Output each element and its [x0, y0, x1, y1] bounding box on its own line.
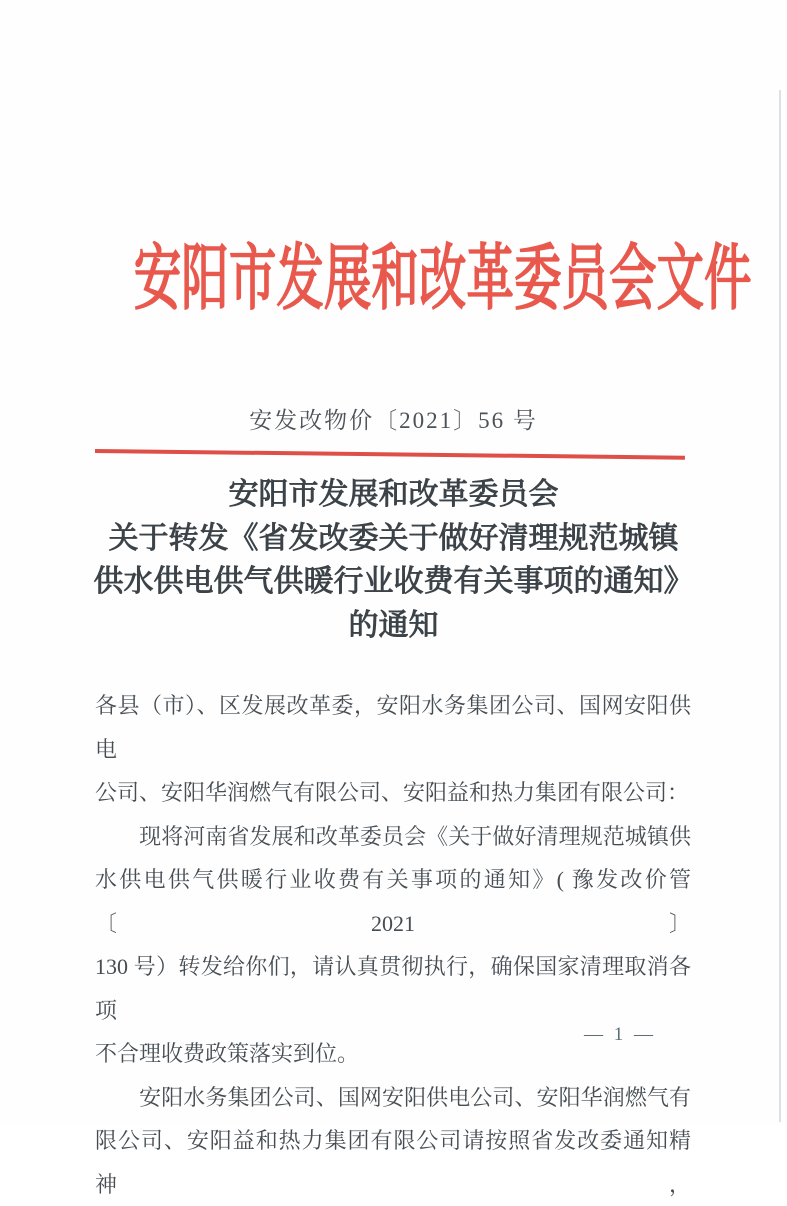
body-line-addressees-1: 各县（市）、区发展改革委，安阳水务集团公司、国网安阳供电: [95, 693, 691, 762]
body-line-para1-4: 不合理收费政策落实到位。: [95, 1041, 360, 1066]
notice-title-line-4: 的通知: [348, 608, 439, 642]
agency-banner-title: 安阳市发展和改革委员会文件: [133, 239, 752, 319]
body-line-para2-1: 安阳水务集团公司、国网安阳供电公司、安阳华润燃气有: [95, 1084, 691, 1110]
body-line-para2-2: 限公司、安阳益和热力集团有限公司请按照省发改委通知精神，: [95, 1128, 691, 1197]
notice-title-line-2: 关于转发《省发改委关于做好清理规范城镇: [108, 521, 679, 555]
document-number: 安发改物价〔2021〕56 号: [249, 408, 538, 433]
notice-title-line-3: 供水供电供气供暖行业收费有关事项的通知》: [93, 565, 694, 598]
body-line-para1-1: 现将河南省发展和改革委员会《关于做好清理规范城镇供: [95, 823, 691, 849]
scan-edge-line: [779, 90, 781, 1122]
notice-title-line-1: 安阳市发展和改革委员会: [228, 478, 559, 511]
body-line-para1-3: 130 号）转发给你们，请认真贯彻执行，确保国家清理取消各项: [95, 954, 691, 1023]
notice-title: [0, 473, 787, 647]
document-body: [95, 684, 691, 1206]
red-divider-line: [95, 449, 685, 460]
body-line-addressees-2: 公司、安阳华润燃气有限公司、安阳益和热力集团有限公司：: [95, 780, 690, 805]
page-number: — 1 —: [584, 1024, 656, 1045]
body-line-para1-2: 水供电供气供暖行业收费有关事项的通知》( 豫发改价管〔2021〕: [95, 867, 691, 936]
